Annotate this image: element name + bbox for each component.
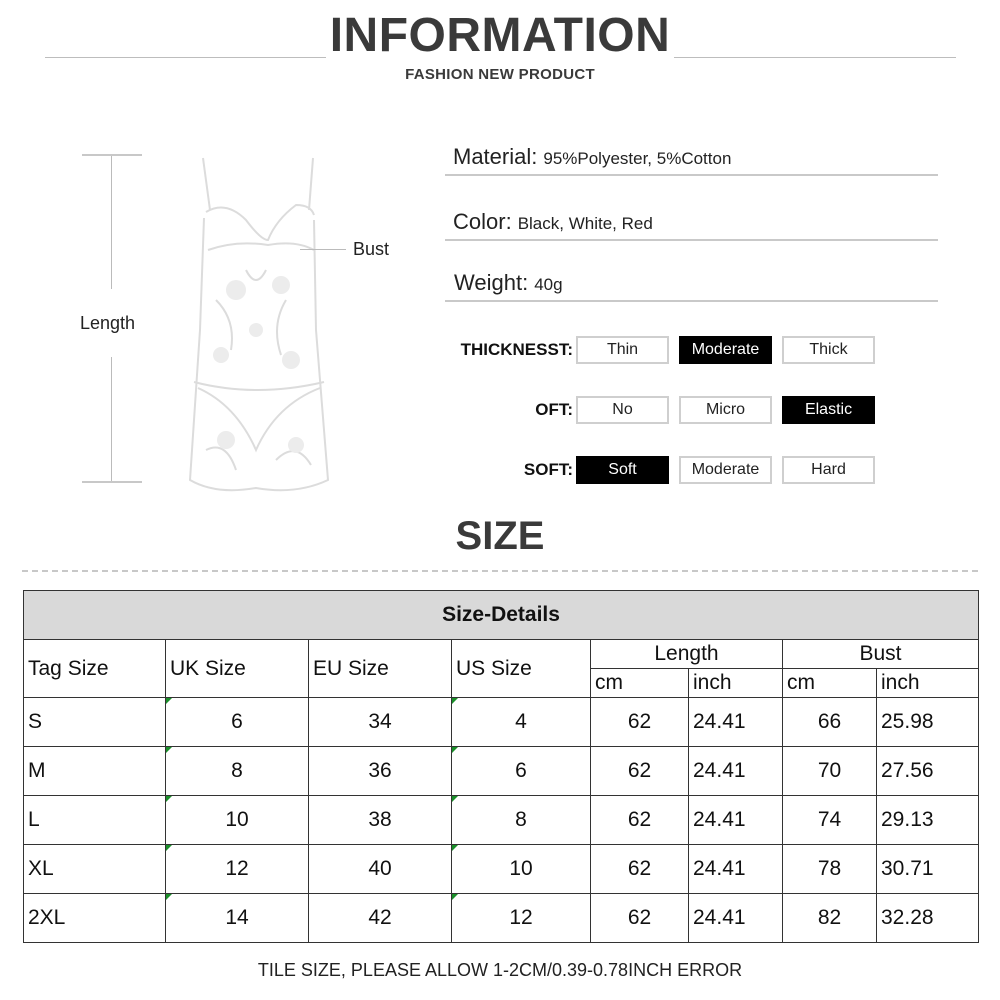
cell-bust-cm: 78: [783, 845, 877, 894]
option-micro[interactable]: Micro: [679, 396, 772, 424]
table-row: [24, 845, 979, 894]
option-moderate-softness[interactable]: Moderate: [679, 456, 772, 484]
info-value: 40g: [534, 275, 563, 294]
header-length-inch: inch: [689, 669, 783, 698]
cell-us: 4: [452, 698, 591, 747]
size-table: [23, 590, 979, 943]
cell-length-cm: 62: [591, 845, 689, 894]
cell-eu: 42: [309, 894, 452, 943]
option-thin[interactable]: Thin: [576, 336, 669, 364]
cell-length-inch: 24.41: [689, 698, 783, 747]
header-us-size: US Size: [452, 640, 591, 698]
bust-pointer: [300, 249, 346, 250]
header-tag-size: Tag Size: [24, 640, 166, 698]
cell-length-inch: 24.41: [689, 845, 783, 894]
footer-note: TILE SIZE, PLEASE ALLOW 1-2CM/0.39-0.78INCH ERROR: [257, 960, 743, 980]
length-line-top: [111, 156, 112, 289]
table-row: [24, 698, 979, 747]
cell-length-inch: 24.41: [689, 894, 783, 943]
length-bottom-tick: [82, 481, 142, 483]
page-subtitle: FASHION NEW PRODUCT: [405, 66, 595, 83]
cell-uk: 14: [166, 894, 309, 943]
garment-image: [176, 150, 336, 500]
option-moderate-thickness[interactable]: Moderate: [679, 336, 772, 364]
cell-tag: XL: [24, 845, 166, 894]
bust-label: Bust: [353, 239, 390, 259]
cell-bust-inch: 27.56: [877, 747, 979, 796]
option-label-oft: OFT:: [535, 400, 573, 419]
cell-tag: S: [24, 698, 166, 747]
option-hard[interactable]: Hard: [782, 456, 875, 484]
option-label-thickness: THICKNESST:: [460, 340, 573, 359]
table-row: [24, 894, 979, 943]
header-bust: Bust: [783, 640, 979, 669]
header-eu-size: EU Size: [309, 640, 452, 698]
cell-length-cm: 62: [591, 698, 689, 747]
cell-uk: 6: [166, 698, 309, 747]
cell-eu: 34: [309, 698, 452, 747]
cell-tag: 2XL: [24, 894, 166, 943]
cell-eu: 40: [309, 845, 452, 894]
cell-bust-cm: 70: [783, 747, 877, 796]
table-row: [24, 747, 979, 796]
header-bust-cm: cm: [783, 669, 877, 698]
header-bust-inch: inch: [877, 669, 979, 698]
cell-bust-inch: 30.71: [877, 845, 979, 894]
info-value: 95%Polyester, 5%Cotton: [543, 149, 732, 168]
cell-bust-inch: 29.13: [877, 796, 979, 845]
cell-bust-inch: 25.98: [877, 698, 979, 747]
option-elastic[interactable]: Elastic: [782, 396, 875, 424]
info-row-color: [445, 209, 938, 241]
cell-uk: 10: [166, 796, 309, 845]
info-key: Material:: [453, 144, 538, 169]
table-caption: Size-Details: [24, 591, 979, 640]
cell-uk: 8: [166, 747, 309, 796]
option-no[interactable]: No: [576, 396, 669, 424]
cell-eu: 38: [309, 796, 452, 845]
header-length: Length: [591, 640, 783, 669]
cell-length-cm: 62: [591, 796, 689, 845]
cell-bust-cm: 82: [783, 894, 877, 943]
cell-length-inch: 24.41: [689, 796, 783, 845]
option-soft[interactable]: Soft: [576, 456, 669, 484]
info-key: Color:: [453, 209, 512, 234]
header-uk-size: UK Size: [166, 640, 309, 698]
cell-us: 6: [452, 747, 591, 796]
dashed-divider: [22, 570, 978, 572]
option-thick[interactable]: Thick: [782, 336, 875, 364]
cell-us: 12: [452, 894, 591, 943]
cell-uk: 12: [166, 845, 309, 894]
cell-bust-cm: 66: [783, 698, 877, 747]
option-label-soft: SOFT:: [523, 460, 573, 479]
length-label: Length: [80, 313, 136, 333]
cell-bust-cm: 74: [783, 796, 877, 845]
cell-us: 8: [452, 796, 591, 845]
page-title: INFORMATION: [0, 8, 1000, 63]
cell-tag: M: [24, 747, 166, 796]
cell-length-inch: 24.41: [689, 747, 783, 796]
size-title: SIZE: [455, 514, 545, 558]
length-top-tick: [82, 154, 142, 156]
info-key: Weight:: [454, 270, 529, 295]
cell-length-cm: 62: [591, 894, 689, 943]
cell-tag: L: [24, 796, 166, 845]
cell-us: 10: [452, 845, 591, 894]
cell-eu: 36: [309, 747, 452, 796]
table-row: [24, 796, 979, 845]
cell-bust-inch: 32.28: [877, 894, 979, 943]
length-line-bottom: [111, 357, 112, 482]
info-value: Black, White, Red: [517, 214, 653, 233]
cell-length-cm: 62: [591, 747, 689, 796]
header-length-cm: cm: [591, 669, 689, 698]
info-row-material: [445, 144, 938, 176]
info-row-weight: [445, 270, 938, 302]
